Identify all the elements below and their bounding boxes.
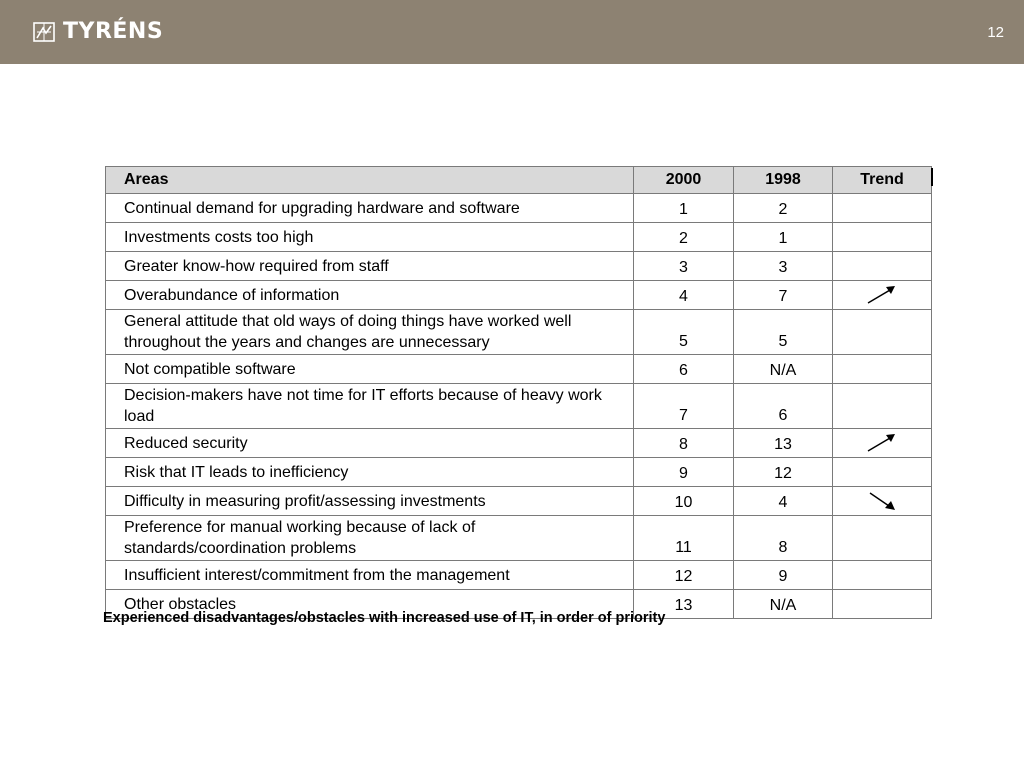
cell-2000: 2 [634,223,734,252]
obstacles-table [105,166,932,619]
cell-trend [833,384,932,429]
table-row [106,252,932,281]
cell-trend [833,194,932,223]
cell-area: Risk that IT leads to inefficiency [106,458,634,487]
logo-text: TYRÉNS [63,19,164,44]
table-row [106,516,932,561]
cell-2000: 11 [634,516,734,561]
cell-1998: 5 [734,310,833,355]
table-header-row [106,167,932,194]
cell-1998: 7 [734,281,833,310]
cell-2000: 5 [634,310,734,355]
cell-trend [833,429,932,458]
cell-2000: 9 [634,458,734,487]
table-row [106,384,932,429]
cell-2000: 12 [634,561,734,590]
cell-area: Insufficient interest/commitment from the management [106,561,634,590]
cell-area: Reduced security [106,429,634,458]
header-areas: Areas [106,167,634,194]
page-number: 12 [987,24,1004,41]
table-body [106,194,932,619]
cell-trend [833,516,932,561]
cell-area: Investments costs too high [106,223,634,252]
cell-area: Other obstacles [106,590,634,619]
cell-trend [833,223,932,252]
cell-trend [833,561,932,590]
trend-up-arrow-icon [864,284,900,306]
header-bar [0,0,1024,64]
cell-area: Greater know-how required from staff [106,252,634,281]
table-edge-mark [931,168,933,186]
cell-2000: 1 [634,194,734,223]
cell-1998: N/A [734,590,833,619]
cell-1998: 8 [734,516,833,561]
table-row [106,429,932,458]
cell-trend [833,487,932,516]
header-1998: 1998 [734,167,833,194]
cell-trend [833,355,932,384]
cell-trend [833,590,932,619]
cell-area: General attitude that old ways of doing things have worked well throughout the years and changes are unnecessary [106,310,634,355]
table-row [106,194,932,223]
table-caption: Experienced disadvantages/obstacles with increased use of IT, in order of priority [103,610,666,626]
cell-area: Decision-makers have not time for IT efforts because of heavy work load [106,384,634,429]
cell-1998: 12 [734,458,833,487]
table-row [106,458,932,487]
trend-down-arrow-icon [864,490,900,512]
cell-trend [833,281,932,310]
table-row [106,281,932,310]
cell-2000: 4 [634,281,734,310]
cell-2000: 6 [634,355,734,384]
cell-2000: 3 [634,252,734,281]
cell-1998: 1 [734,223,833,252]
cell-1998: 4 [734,487,833,516]
tyrens-logo-mark-icon [33,22,55,42]
table-row [106,223,932,252]
cell-trend [833,310,932,355]
header-2000: 2000 [634,167,734,194]
cell-2000: 13 [634,590,734,619]
trend-up-arrow-icon [864,432,900,454]
logo [33,18,163,46]
cell-area: Difficulty in measuring profit/assessing investments [106,487,634,516]
obstacles-table-container [105,166,931,619]
cell-1998: N/A [734,355,833,384]
header-trend: Trend [833,167,932,194]
cell-trend [833,252,932,281]
cell-area: Overabundance of information [106,281,634,310]
table-row [106,310,932,355]
cell-area: Not compatible software [106,355,634,384]
table-row [106,487,932,516]
cell-1998: 2 [734,194,833,223]
cell-area: Preference for manual working because of lack of standards/coordination problems [106,516,634,561]
cell-1998: 13 [734,429,833,458]
cell-2000: 7 [634,384,734,429]
cell-trend [833,458,932,487]
cell-1998: 3 [734,252,833,281]
cell-1998: 9 [734,561,833,590]
cell-2000: 8 [634,429,734,458]
cell-1998: 6 [734,384,833,429]
cell-2000: 10 [634,487,734,516]
cell-area: Continual demand for upgrading hardware and software [106,194,634,223]
table-row [106,561,932,590]
table-row [106,355,932,384]
